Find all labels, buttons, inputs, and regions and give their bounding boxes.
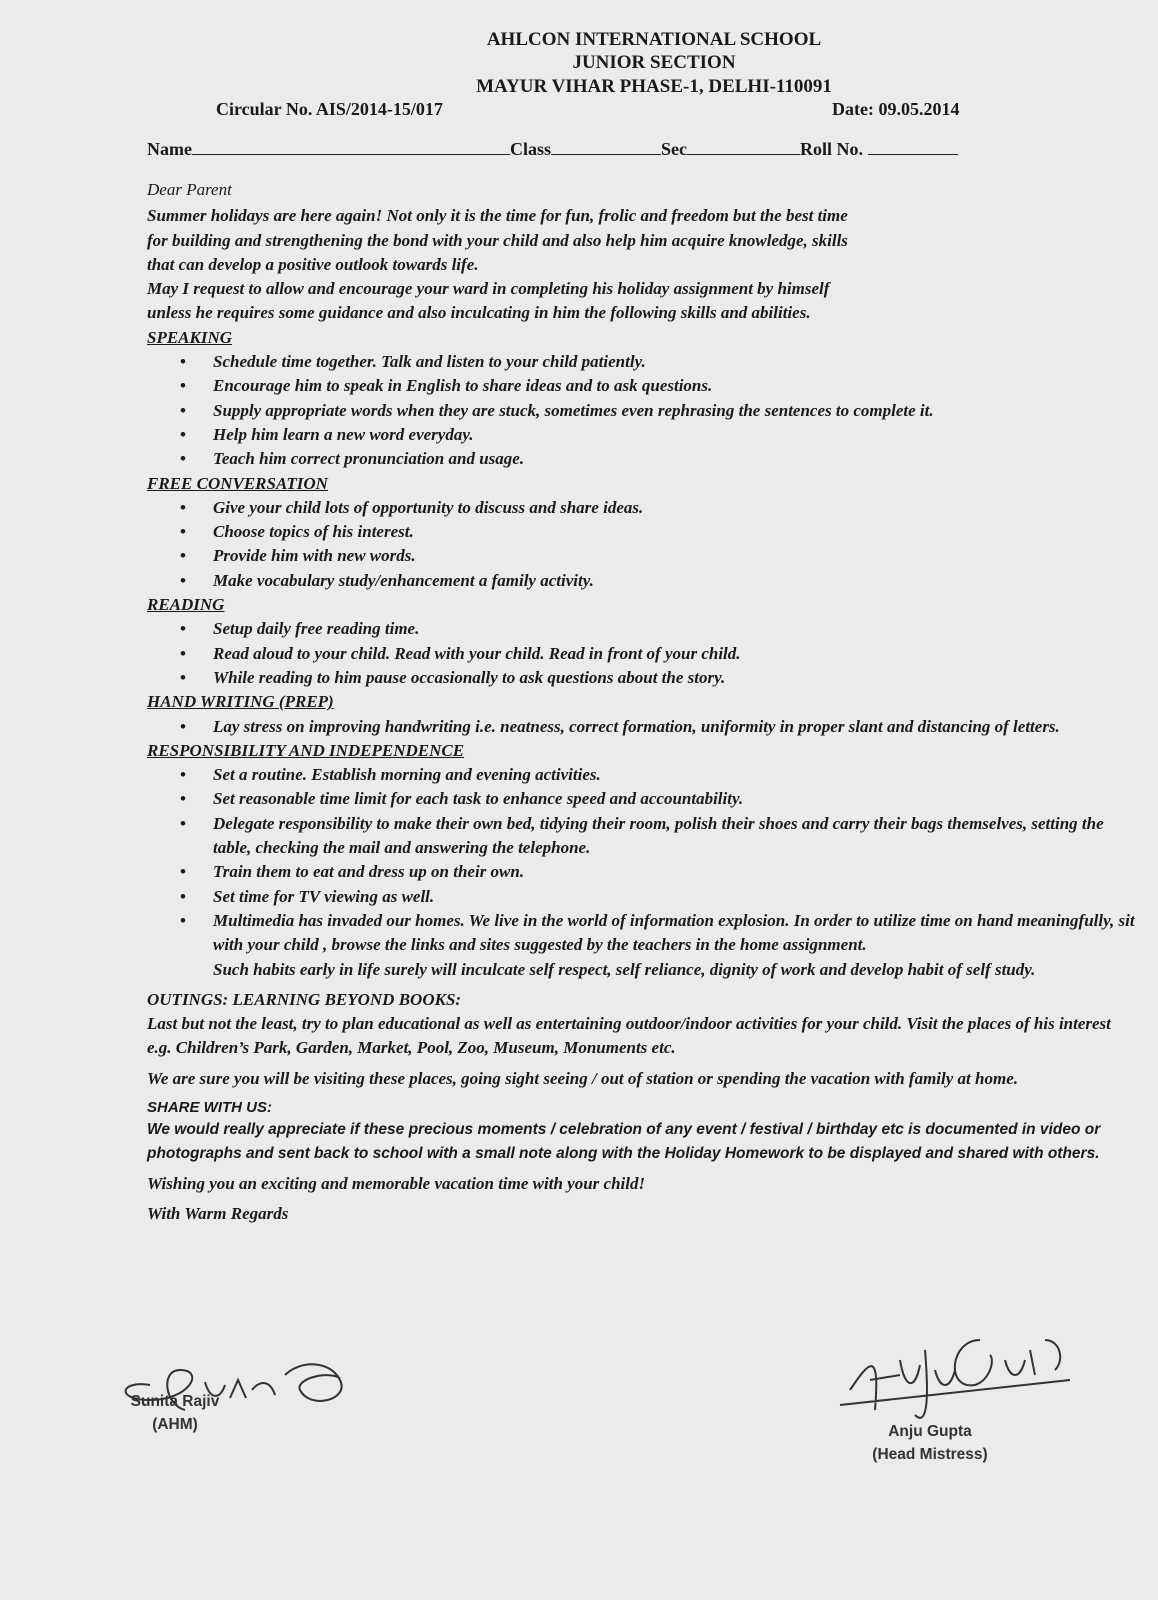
section-heading-free-conversation: FREE CONVERSATION xyxy=(147,473,328,493)
habits-note: Such habits early in life surely will inculcate self respect, self reliance, dignity of work and develop habit of self study. xyxy=(213,959,1036,979)
share-text: We would really appreciate if these precious moments / celebration of any event / festival / birthday etc is documented in video or photographs and sent back to school with a small note along with the Holiday Homework to be displayed and shared with others. xyxy=(147,1120,1101,1162)
list-item: • Give your child lots of opportunity to discuss and share ideas. xyxy=(213,496,1137,520)
hand-writing-list xyxy=(147,715,1137,739)
school-address: MAYUR VIHAR PHASE-1, DELHI-110091 xyxy=(476,76,832,97)
intro-line: unless he requires some guidance and also inculcating in him the following skills and abilities. xyxy=(147,303,811,323)
reading-list xyxy=(147,617,1137,690)
section-heading-reading: READING xyxy=(147,595,225,615)
list-item: • Help him learn a new word everyday. xyxy=(213,423,1137,447)
share-heading: SHARE WITH US: xyxy=(147,1098,272,1116)
roll-blank[interactable] xyxy=(868,136,958,155)
section-heading-speaking: SPEAKING xyxy=(147,327,233,347)
intro-line: that can develop a positive outlook towards life. xyxy=(147,254,479,274)
section-heading-responsibility: RESPONSIBILITY AND INDEPENDENCE xyxy=(147,740,465,760)
name-label: Name xyxy=(147,139,192,159)
outings-paragraph-1: Last but not the least, try to plan educational as well as entertaining outdoor/indoor activities for your child. Visit the places of his interest e.g. Children’s Park, Garden, Market, Pool, Zoo, Museum, Monuments etc. xyxy=(147,1014,1111,1058)
list-item: • Choose topics of his interest. xyxy=(213,520,1137,544)
circular-number: Circular No. AIS/2014-15/017 xyxy=(216,99,443,119)
sec-label: Sec xyxy=(661,139,687,159)
signatory-name: Anju Gupta xyxy=(888,1423,972,1440)
intro-line: for building and strengthening the bond with your child and also help him acquire knowledge, skills xyxy=(147,230,848,250)
intro-line: Summer holidays are here again! Not only it is the time for fun, frolic and freedom but the best time xyxy=(147,206,848,226)
list-item: • Read aloud to your child. Read with your child. Read in front of your child. xyxy=(213,642,1137,666)
list-item: • Train them to eat and dress up on their own. xyxy=(213,860,1137,884)
salutation: Dear Parent xyxy=(147,180,232,199)
responsibility-list xyxy=(147,763,1137,957)
roll-label: Roll No. xyxy=(800,139,863,159)
list-item: • Lay stress on improving handwriting i.e. neatness, correct formation, uniformity in proper slant and distancing of letters. xyxy=(213,715,1137,739)
signatory-role: (AHM) xyxy=(152,1416,198,1433)
school-section: JUNIOR SECTION xyxy=(572,52,736,73)
list-item: • Delegate responsibility to make their own bed, tidying their room, polish their shoes and carry their bags themselves, setting the table, checking the mail and answering the telephone. xyxy=(213,812,1137,861)
circular-date: Date: 09.05.2014 xyxy=(832,99,960,119)
signatory-role: (Head Mistress) xyxy=(872,1446,988,1463)
name-blank[interactable] xyxy=(192,136,510,155)
intro-line: May I request to allow and encourage your ward in completing his holiday assignment by himself xyxy=(147,279,830,299)
speaking-list xyxy=(147,350,1137,471)
signature-anju-gupta xyxy=(830,1320,1080,1430)
signatory-left xyxy=(110,1390,240,1436)
outings-paragraph-2: We are sure you will be visiting these places, going sight seeing / out of station or spending the vacation with family at home. xyxy=(147,1068,1018,1088)
signatory-right xyxy=(855,1420,1005,1466)
list-item: • Teach him correct pronunciation and usage. xyxy=(213,447,1137,471)
sec-blank[interactable] xyxy=(687,136,800,155)
school-name: AHLCON INTERNATIONAL SCHOOL xyxy=(486,29,822,50)
class-blank[interactable] xyxy=(551,136,661,155)
student-details-fields xyxy=(147,136,958,160)
list-item: • Set a routine. Establish morning and evening activities. xyxy=(213,763,1137,787)
free-conversation-list xyxy=(147,496,1137,593)
outings-heading: OUTINGS: LEARNING BEYOND BOOKS: xyxy=(147,989,462,1009)
regards: With Warm Regards xyxy=(147,1204,289,1224)
list-item: • Make vocabulary study/enhancement a family activity. xyxy=(213,569,1137,593)
list-item: • Setup daily free reading time. xyxy=(213,617,1137,641)
list-item: • Encourage him to speak in English to share ideas and to ask questions. xyxy=(213,374,1137,398)
section-heading-hand-writing: HAND WRITING (PREP) xyxy=(147,692,334,712)
list-item: • Schedule time together. Talk and listen to your child patiently. xyxy=(213,350,1137,374)
list-item: • Supply appropriate words when they are stuck, sometimes even rephrasing the sentences to complete it. xyxy=(213,399,1137,423)
list-item: • Multimedia has invaded our homes. We live in the world of information explosion. In order to utilize time on hand meaningfully, sit with your child , browse the links and sites suggested by the teachers in the home assignment. xyxy=(213,909,1137,958)
closing-line: Wishing you an exciting and memorable vacation time with your child! xyxy=(147,1173,646,1193)
list-item: • Set time for TV viewing as well. xyxy=(213,885,1137,909)
list-item: • Set reasonable time limit for each task to enhance speed and accountability. xyxy=(213,787,1137,811)
signatory-name: Sunita Rajiv xyxy=(130,1393,220,1410)
list-item: • Provide him with new words. xyxy=(213,544,1137,568)
class-label: Class xyxy=(509,139,551,159)
list-item: • While reading to him pause occasionally to ask questions about the story. xyxy=(213,666,1137,690)
letter-body xyxy=(147,178,1137,1227)
